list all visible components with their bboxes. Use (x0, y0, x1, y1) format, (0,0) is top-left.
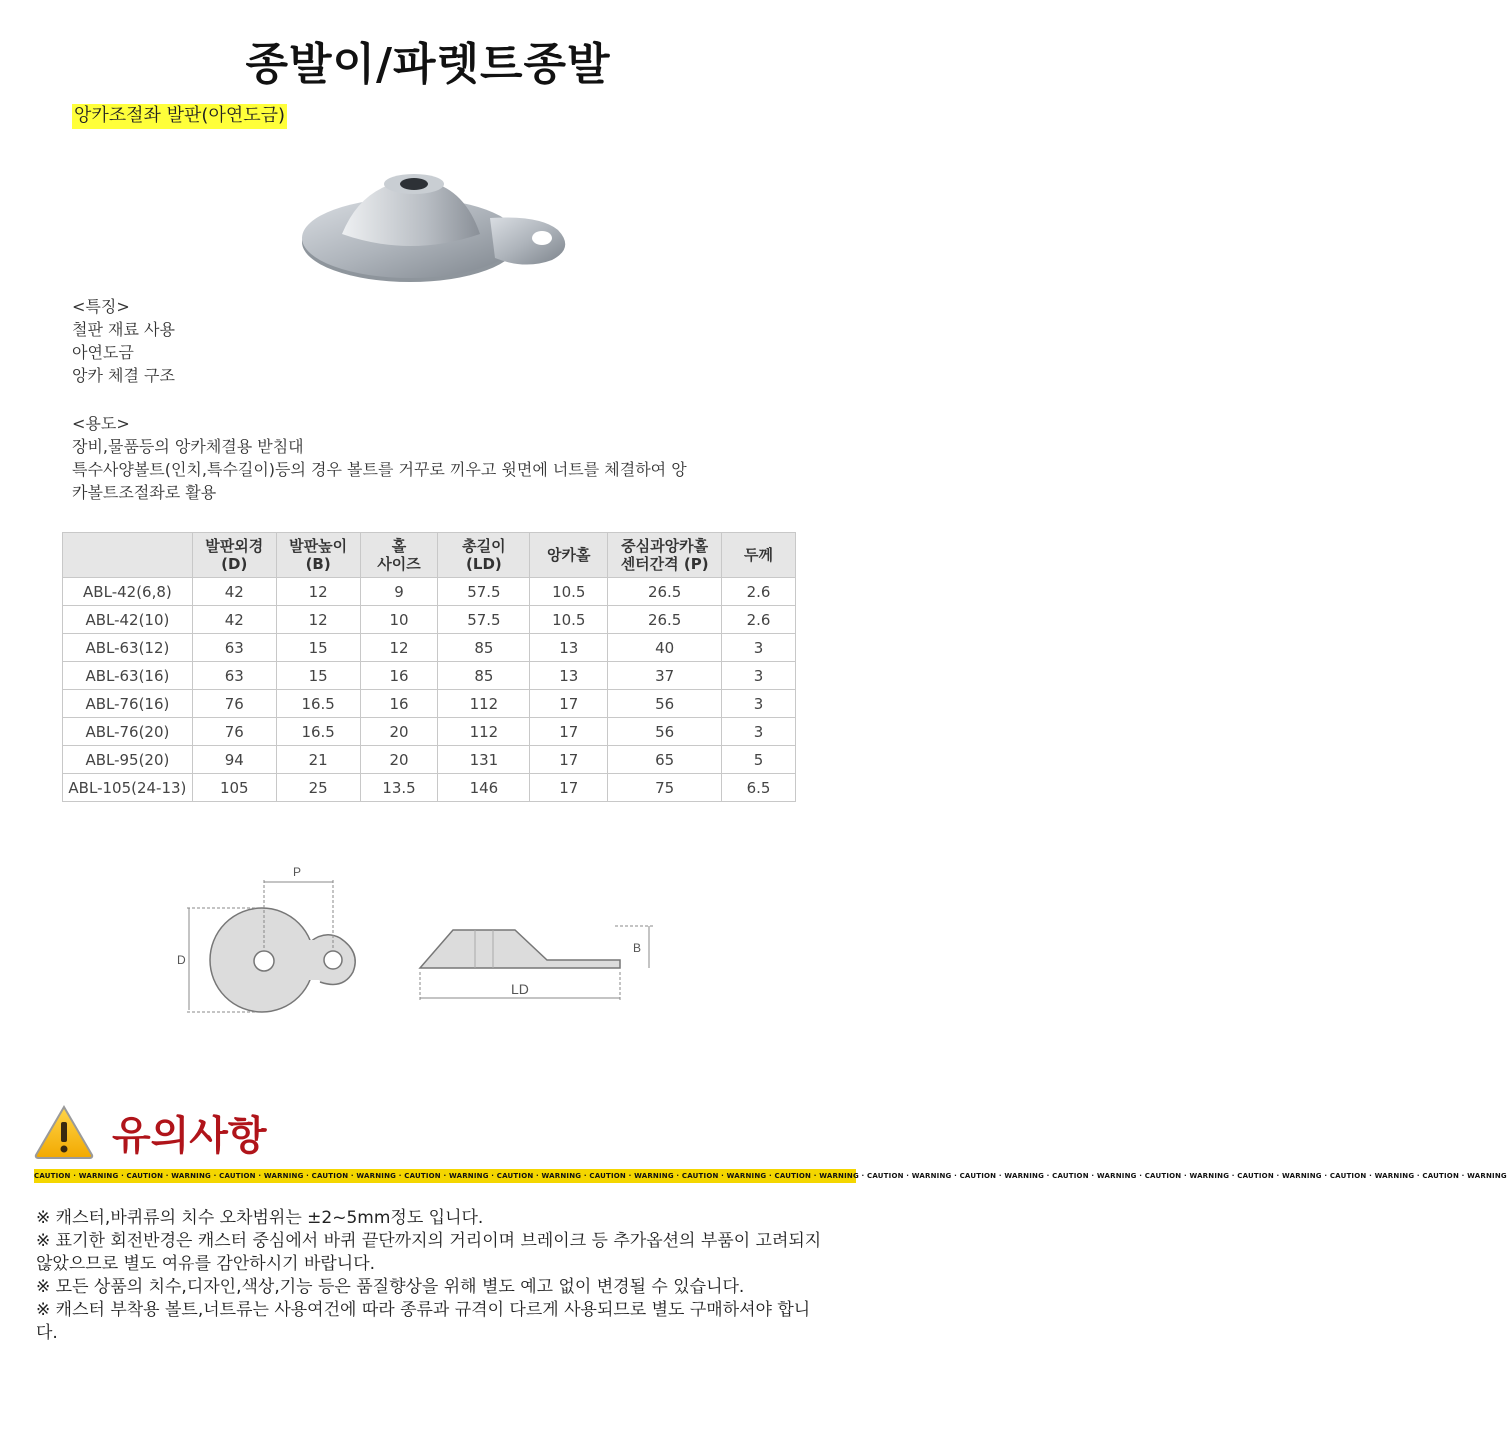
spec-cell: 112 (438, 718, 530, 746)
note-item: ※ 모든 상품의 치수,디자인,색상,기능 등은 품질향상을 위해 별도 예고 없이 변경될 수 있습니다. (36, 1277, 745, 1297)
spec-cell: 10.5 (530, 578, 608, 606)
spec-header-cell: 총길이 (LD) (438, 533, 530, 578)
spec-cell: 131 (438, 746, 530, 774)
spec-cell: 16 (360, 690, 438, 718)
spec-cell: 3 (722, 690, 796, 718)
spec-cell: 5 (722, 746, 796, 774)
spec-cell: 16 (360, 662, 438, 690)
usage-line: 특수사양볼트(인치,특수길이)등의 경우 볼트를 거꾸로 끼우고 윗면에 너트를 체결하여 앙 (72, 460, 687, 479)
product-subtitle: 앙카조절좌 발판(아연도금) (72, 104, 287, 129)
spec-cell: 2.6 (722, 606, 796, 634)
feature-item: 철판 재료 사용 (72, 320, 175, 339)
spec-cell: 10 (360, 606, 438, 634)
spec-cell: 13 (530, 662, 608, 690)
spec-table-body (63, 578, 796, 802)
spec-cell: 17 (530, 746, 608, 774)
spec-cell: 3 (722, 718, 796, 746)
features-heading: <특징> (72, 297, 130, 316)
spec-cell: 12 (276, 606, 360, 634)
spec-cell: 16.5 (276, 690, 360, 718)
spec-cell: 12 (276, 578, 360, 606)
spec-header-cell: 앙카홀 (530, 533, 608, 578)
spec-cell: 2.6 (722, 578, 796, 606)
spec-cell: 10.5 (530, 606, 608, 634)
spec-cell: 85 (438, 634, 530, 662)
spec-cell: 75 (608, 774, 722, 802)
spec-cell: 17 (530, 690, 608, 718)
dimension-label-d: D (177, 953, 186, 967)
model-cell: ABL-105(24-13) (63, 774, 193, 802)
spec-cell: 57.5 (438, 578, 530, 606)
spec-table (62, 532, 796, 802)
usage-section (72, 412, 687, 504)
product-photo (290, 160, 590, 290)
feature-item: 아연도금 (72, 343, 134, 362)
spec-cell: 26.5 (608, 606, 722, 634)
spec-header-cell: 홀 사이즈 (360, 533, 438, 578)
notes-section (36, 1207, 826, 1345)
page-title: 종발이/파렛트종발 (245, 39, 611, 90)
spec-cell: 3 (722, 662, 796, 690)
model-cell: ABL-76(20) (63, 718, 193, 746)
features-section (72, 295, 175, 387)
spec-cell: 17 (530, 774, 608, 802)
warning-title: 유의사항 (112, 1113, 267, 1159)
spec-cell: 26.5 (608, 578, 722, 606)
note-item: ※ 캐스터 부착용 볼트,너트류는 사용여건에 따라 종류과 규격이 다르게 사용되므로 별도 구매하셔야 합니다. (36, 1300, 811, 1343)
table-row (63, 718, 796, 746)
spec-cell: 63 (192, 662, 276, 690)
spec-cell: 37 (608, 662, 722, 690)
dimension-label-p: P (293, 865, 302, 879)
warning-triangle-icon (33, 1104, 95, 1160)
model-cell: ABL-76(16) (63, 690, 193, 718)
spec-cell: 13 (530, 634, 608, 662)
dimension-diagram (175, 860, 675, 1010)
spec-cell: 112 (438, 690, 530, 718)
spec-cell: 42 (192, 578, 276, 606)
spec-cell: 16.5 (276, 718, 360, 746)
spec-cell: 105 (192, 774, 276, 802)
spec-cell: 76 (192, 690, 276, 718)
spec-cell: 40 (608, 634, 722, 662)
spec-header-cell: 두께 (722, 533, 796, 578)
spec-cell: 9 (360, 578, 438, 606)
spec-header-cell: 발판외경 (D) (192, 533, 276, 578)
table-row (63, 606, 796, 634)
spec-cell: 25 (276, 774, 360, 802)
table-row (63, 746, 796, 774)
spec-header-cell (63, 533, 193, 578)
usage-heading: <용도> (72, 414, 130, 433)
dimension-label-b: B (633, 941, 642, 955)
model-cell: ABL-63(12) (63, 634, 193, 662)
model-cell: ABL-95(20) (63, 746, 193, 774)
spec-cell: 65 (608, 746, 722, 774)
spec-cell: 56 (608, 718, 722, 746)
note-item: ※ 표기한 회전반경은 캐스터 중심에서 바퀴 끝단까지의 거리이며 브레이크 등 추가옵션의 부품이 고려되지 않았으므로 별도 여유를 감안하시기 바랍니다. (36, 1231, 822, 1274)
table-row (63, 578, 796, 606)
table-row (63, 774, 796, 802)
spec-header-cell: 중심과앙카홀 센터간격 (P) (608, 533, 722, 578)
spec-cell: 146 (438, 774, 530, 802)
spec-cell: 12 (360, 634, 438, 662)
usage-line: 카볼트조절좌로 활용 (72, 483, 217, 502)
spec-cell: 6.5 (722, 774, 796, 802)
spec-cell: 15 (276, 662, 360, 690)
spec-cell: 56 (608, 690, 722, 718)
spec-cell: 94 (192, 746, 276, 774)
model-cell: ABL-42(10) (63, 606, 193, 634)
note-item: ※ 캐스터,바퀴류의 치수 오차범위는 ±2~5mm정도 입니다. (36, 1208, 484, 1228)
spec-cell: 17 (530, 718, 608, 746)
model-cell: ABL-42(6,8) (63, 578, 193, 606)
spec-cell: 3 (722, 634, 796, 662)
table-row (63, 690, 796, 718)
caution-band: CAUTION · WARNING · CAUTION · WARNING · CAUTION · WARNING · CAUTION · WARNING · CAUTION · WARNING · CAUTION · WARNING · CAUTION · WARNING · CAUTION · WARNING · CAUTION · WARNING · CAUTION · WARNING · CAUTION · WARNING · CAUTION · WARNING · CAUTION · WARNING · CAUTION · WARNING · CAUTION · WARNING · CAUTION · WARNING (34, 1169, 856, 1183)
spec-cell: 42 (192, 606, 276, 634)
usage-line: 장비,물품등의 앙카체결용 받침대 (72, 437, 304, 456)
spec-cell: 21 (276, 746, 360, 774)
spec-cell: 57.5 (438, 606, 530, 634)
feature-item: 앙카 체결 구조 (72, 366, 175, 385)
model-cell: ABL-63(16) (63, 662, 193, 690)
table-row (63, 662, 796, 690)
spec-header-row (63, 533, 796, 578)
spec-header-cell: 발판높이 (B) (276, 533, 360, 578)
dimension-label-ld: LD (511, 981, 529, 997)
spec-table-header (63, 533, 796, 578)
table-row (63, 634, 796, 662)
spec-cell: 15 (276, 634, 360, 662)
spec-cell: 20 (360, 718, 438, 746)
spec-cell: 76 (192, 718, 276, 746)
spec-cell: 63 (192, 634, 276, 662)
spec-cell: 85 (438, 662, 530, 690)
spec-cell: 20 (360, 746, 438, 774)
spec-cell: 13.5 (360, 774, 438, 802)
